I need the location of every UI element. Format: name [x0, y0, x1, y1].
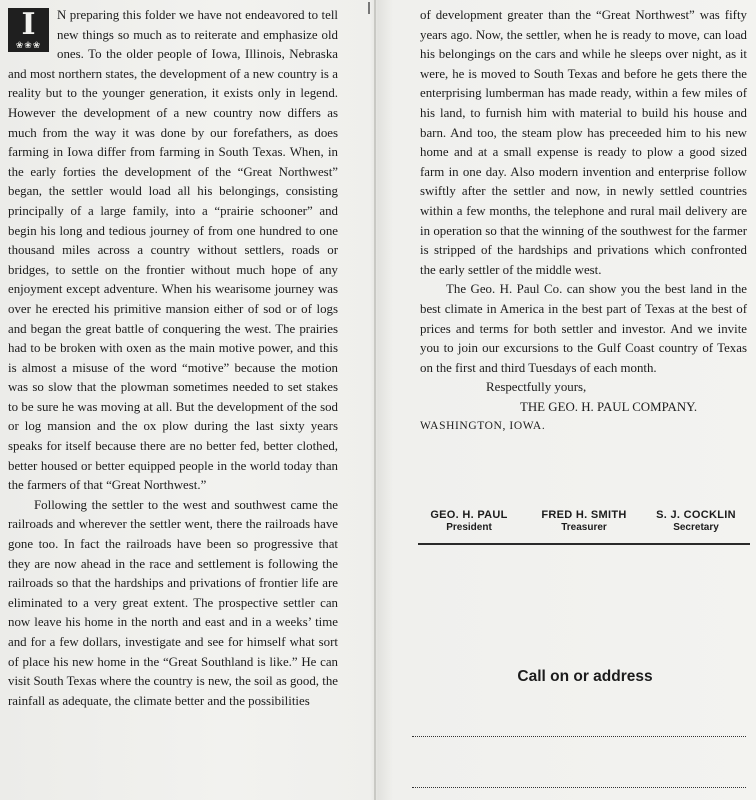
address-line-1[interactable] [412, 736, 746, 737]
dropcap-letter: I [21, 7, 36, 42]
officer-name: FRED H. SMITH [541, 509, 627, 521]
officer-treasurer [528, 509, 640, 533]
center-fold [374, 0, 376, 800]
address-line-2[interactable] [412, 787, 746, 788]
officer-title: Treasurer [561, 522, 607, 533]
development-paragraph: of development greater than the “Great Northwest” was fifty years ago. Now, the settler, when he is ready to move, can load his belongings on the cars and while he sleeps over night, as it were, he is moved to South Texas and before he gets there the enterprising lumberman has made ready, within a few miles of his land, to furnish him with material to build his house and barn. And too, the steam plow has preceeded him to his new home and at a small expense is ready to plow a good sized farm in one day. Also modern invention and enterprise follow swiftly after the settler and now, in newly settled countries within a few months, the telephone and rural mail delivery are in operation so that the winning of the southwest for the farmer is stripped of the hardships and privations which confronted the early settler of the middle west. [420, 8, 747, 277]
fold-tick [368, 2, 370, 14]
officer-name: GEO. H. PAUL [430, 509, 508, 521]
company-signature: THE GEO. H. PAUL COMPANY. [520, 399, 698, 414]
officer-secretary [642, 509, 750, 533]
intro-paragraph: N preparing this folder we have not endeavored to tell new things so much as to reiterate and emphasize old ones. To the older people of Iowa, Illinois, Nebraska and most northern states, the development of a new country is a reality but to the younger generation, it exists only in legend. However the development of a new country now differs as much from the way it was done by our forefathers, as does farming in Iowa differ from farming in South Texas. When, in the early forties the development of the “Great Northwest” began, the settler would load all his belongings, consisting principally of a large family, into a “prairie schooner” and begin his long and tedious journey of from one hundred to one thousand miles across a country without settlers, roads or bridges, to settle on the frontier without much hope of any enjoyment except adventure. When his wearisome journey was over he erected his primitive mansion either of sod or of logs and began the great battle of conquering the west. The prairies had to be broken with oxen as the main motive power, and this is almost a misuse of the word “motive” because the motion was so slow that the plowman sometimes needed to set stakes to be sure he was moving at all. But the development of the sod or log mansion and the ox plow during the last sixty years speaks for itself because there are no better fed, better clothed, better housed or better equipped people in the world today than the farmers of that “Great Northwest.” [8, 8, 338, 493]
call-on-or-address-heading: Call on or address [517, 668, 653, 685]
invitation-paragraph: The Geo. H. Paul Co. can show you the best land in the best climate in America in the best part of Texas at the best of prices and terms for both settler and investor. And we invite you to join our excursions to the Gulf Coast country of Texas on the first and third Tuesdays of each month. [420, 282, 747, 375]
officer-title: Secretary [673, 522, 719, 533]
railroads-paragraph: Following the settler to the west and southwest came the railroads and wherever the settler went, there the railroads have gone too. In fact the railroads have been so progressive that they are now ahead in the race and settlement is following the railroads so that the hardships and privations of frontier life are eliminated to a very great extent. The prospective settler can now leave his home in the north and east and in a weeks’ time and for a few dollars, investigate and see for himself what sort of place his new home in the “Great Southland is like.” He can visit South Texas where the country is new, the soil as good, the rainfall as adequate, the climate better and the possibilities [8, 497, 338, 708]
signature-rule [418, 543, 750, 545]
left-column [8, 6, 338, 711]
company-location: WASHINGTON, IOWA. [420, 420, 546, 433]
officer-name: S. J. COCKLIN [656, 509, 736, 521]
right-column [420, 6, 747, 437]
dropcap-initial [8, 8, 49, 52]
officer-president [414, 509, 524, 533]
closing-line: Respectfully yours, [486, 380, 587, 395]
dropcap-ornament: ❀❀❀ [15, 40, 42, 50]
officer-title: President [446, 522, 492, 533]
